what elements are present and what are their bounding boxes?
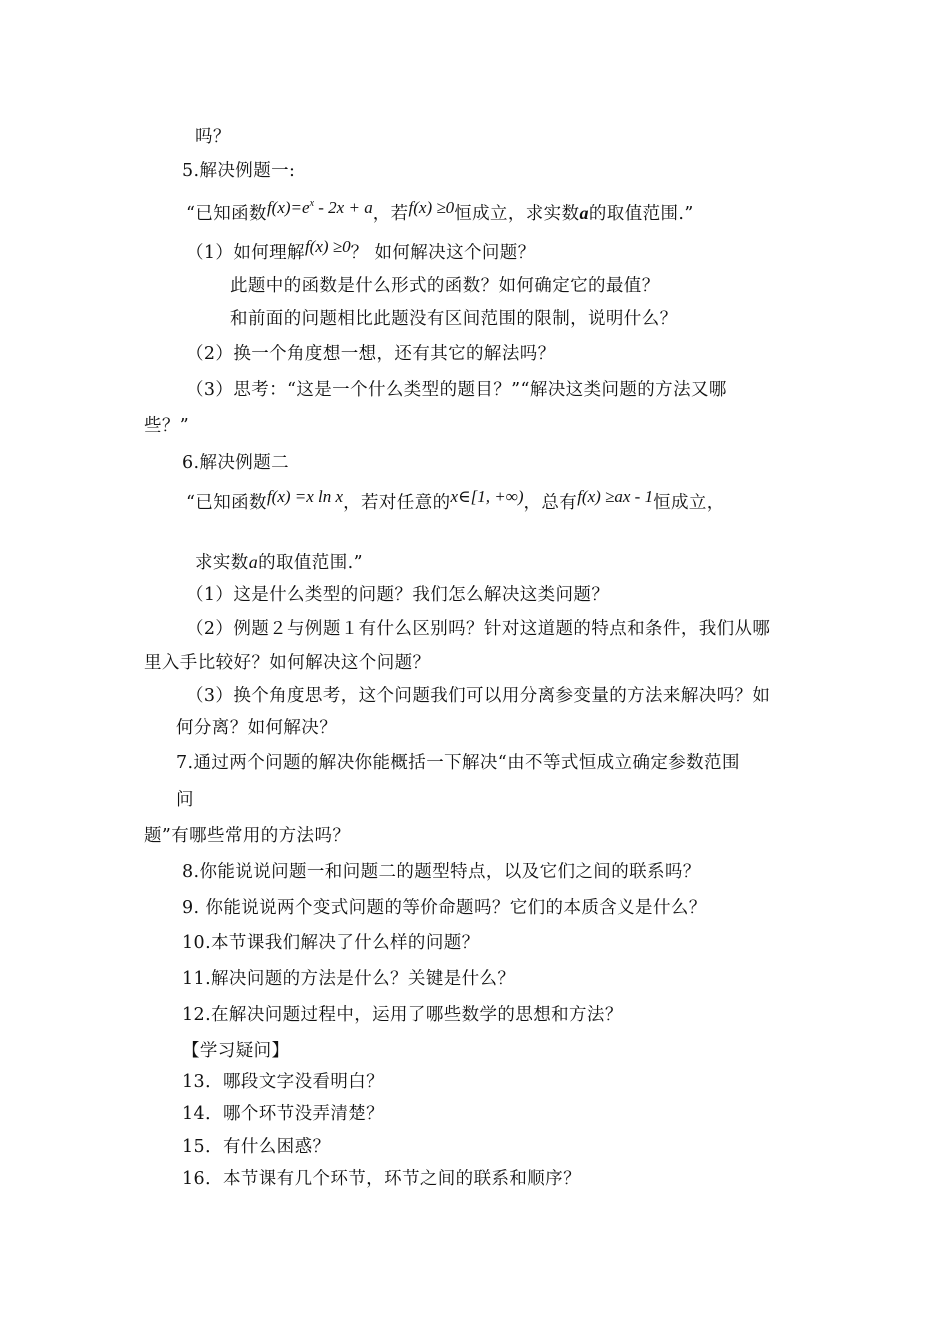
item8: 8.你能说说问题一和问题二的题型特点，以及它们之间的联系吗？ — [182, 862, 701, 882]
example1-text-d: 的取值范围.” — [588, 204, 694, 224]
example2-question2-line1: （2）例题２与例题１有什么区别吗？针对这道题的特点和条件，我们从哪 — [186, 619, 771, 639]
example1-question3-line1: （3）思考：“这是一个什么类型的题目？”“解决这类问题的方法又哪 — [186, 380, 727, 400]
intro-tail: 吗？ — [195, 127, 231, 147]
example1-text-a: “已知函数 — [186, 204, 267, 224]
item16: 16．本节课有几个环节，环节之间的联系和顺序？ — [182, 1169, 581, 1189]
doubts-heading: 【学习疑问】 — [182, 1041, 290, 1061]
example1-q1-sub1: 此题中的函数是什么形式的函数？如何确定它的最值？ — [230, 276, 660, 296]
example2-question2-line2: 里入手比较好？如何解决这个问题？ — [144, 653, 431, 673]
item7-line2: 问 — [176, 790, 194, 810]
example1-condition-formula: f(x) ≥0 — [408, 198, 455, 217]
item9: 9. 你能说说两个变式问题的等价命题吗？它们的本质含义是什么？ — [182, 898, 707, 918]
example2-question3-line1: （3）换个角度思考，这个问题我们可以用分离参变量的方法来解决吗？如 — [186, 686, 771, 706]
item12: 12.在解决问题过程中，运用了哪些数学的思想和方法？ — [182, 1005, 623, 1025]
example1-function-formula: $f(x)=e^x - 2x + a$ — [266, 198, 373, 217]
example1-statement — [186, 198, 694, 225]
item11: 11.解决问题的方法是什么？关键是什么？ — [182, 969, 516, 989]
example1-q1-condition-formula: f(x) ≥0 — [304, 237, 351, 256]
item15: 15．有什么困惑？ — [182, 1137, 331, 1157]
item13: 13．哪段文字没看明白？ — [182, 1072, 385, 1092]
example2-statement-line2: 求实数a的取值范围.” — [195, 552, 363, 573]
item14: 14．哪个环节没弄清楚？ — [182, 1104, 385, 1124]
example2-question3-line2: 何分离？如何解决？ — [176, 718, 338, 738]
example1-heading: 5.解决例题一: — [182, 161, 296, 181]
item7-line3: 题”有哪些常用的方法吗？ — [144, 826, 351, 846]
example1-question1: （1）如何理解f(x) ≥0？ 如何解决这个问题？ — [186, 237, 536, 263]
example2-function-formula: f(x) =x ln x — [266, 487, 344, 506]
example2-variable-a: a — [248, 552, 259, 572]
example1-variable-a: a — [579, 203, 589, 223]
example1-q1-sub2: 和前面的问题相比此题没有区间范围的限制，说明什么？ — [230, 309, 678, 329]
example2-statement-line1: “已知函数f(x) =x ln x，若对任意的x∈[1, +∞)，总有f(x) ≥ax - 1恒成立， — [186, 487, 725, 513]
example1-question3-line2: 些？” — [144, 416, 190, 436]
example2-question1: （1）这是什么类型的问题？我们怎么解决这类问题？ — [186, 585, 610, 605]
item10: 10.本节课我们解决了什么样的问题？ — [182, 933, 480, 953]
example2-heading: 6.解决例题二 — [182, 453, 289, 473]
example1-text-b: ，若 — [372, 204, 409, 224]
example1-text-c: 恒成立，求实数 — [454, 204, 580, 224]
example2-domain-formula: x∈[1, +∞) — [450, 487, 524, 506]
item7-line1: 7.通过两个问题的解决你能概括一下解决“由不等式恒成立确定参数范围 — [176, 753, 740, 773]
example1-question2: （2）换一个角度想一想，还有其它的解法吗？ — [186, 344, 556, 364]
example2-inequality-formula: f(x) ≥ax - 1 — [577, 487, 654, 506]
